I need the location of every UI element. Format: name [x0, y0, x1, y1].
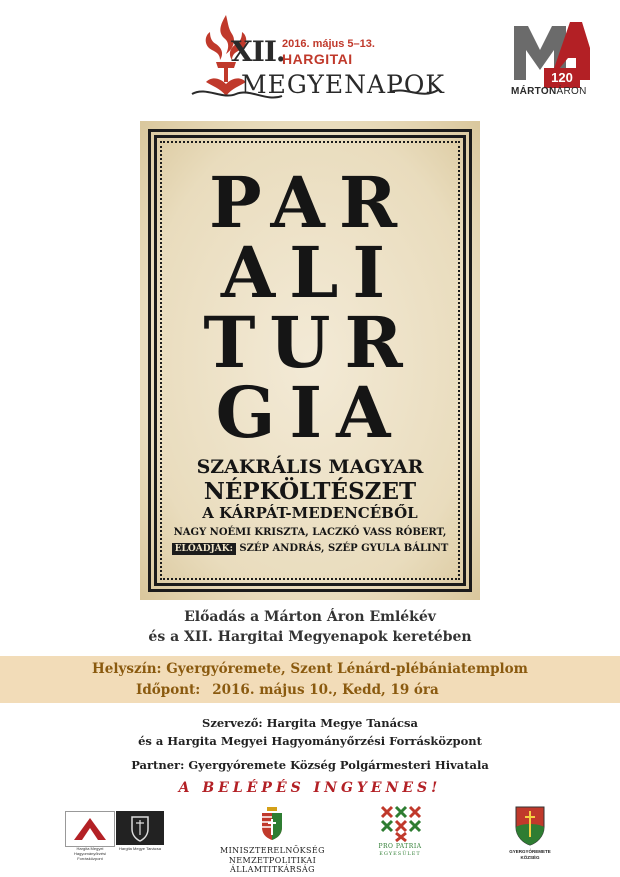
pro-patria-logo-icon [376, 803, 424, 843]
marton-aron-label [511, 86, 587, 97]
event-time [136, 682, 439, 698]
ministry-line-2: NEMZETPOLITIKAI ÁLLAMTITKÁRSÁG [228, 856, 317, 874]
poster-performers-1: NAGY NOÉMI KRISZTA, LACZKÓ VASS RÓBERT, [173, 527, 447, 538]
pro-patria-line-1: PRO PATRIA [378, 843, 422, 850]
hagyomanyorzesi-logo-icon [65, 811, 115, 847]
poster-subtitle-1: SZAKRÁLIS MAGYAR [196, 456, 424, 478]
poster-performers-row [170, 543, 450, 554]
festival-name-top: HARGITAI [282, 51, 353, 67]
poster-subtitle-2: NÉPKÖLTÉSZET [203, 478, 417, 505]
marton-anniversary-badge: 120 [544, 68, 580, 88]
poster-title-line-4: GIA [215, 371, 405, 454]
poster-subtitle-3: A KÁRPÁT-MEDENCÉBŐL [202, 504, 418, 522]
hargita-council-logo-icon [116, 811, 164, 845]
poster-title-line-2: ALI [220, 231, 400, 314]
free-entry-notice: A BELÉPÉS INGYENES! [178, 780, 442, 796]
performers-tag: ELŐADJÁK: [172, 543, 236, 555]
marton-label-b: ÁRON [556, 86, 587, 97]
ministry-line-1: MINISZTERELNÖKSÉG [220, 846, 325, 855]
hungarian-coat-of-arms-icon [259, 805, 285, 841]
poster-title-line-3: TUR [203, 301, 417, 384]
partner-line: Partner: Gyergyóremete Község Polgármesteri Hivatala [131, 758, 489, 772]
gyergyoremete-line-2: KÖZSÉG [520, 855, 540, 860]
gyergyoremete-line-1: GYERGYÓREMETE [509, 849, 551, 854]
intro-line-1: Előadás a Márton Áron Emlékév [184, 609, 436, 625]
organizer-line-1: Szervező: Hargita Megye Tanácsa [202, 716, 418, 730]
sponsor-1-label: Hargita Megyei Hagyományőrzési Forrásközpont [73, 846, 106, 861]
pro-patria-line-2: EGYESÜLET [379, 851, 421, 857]
poster-performers-2: SZÉP ANDRÁS, SZÉP GYULA BÁLINT [239, 543, 449, 554]
event-location: Helyszín: Gyergyóremete, Szent Lénárd-plébániatemplom [92, 661, 528, 677]
festival-edition: XII. [231, 35, 285, 68]
sponsor-2-label: Hargita Megye Tanácsa [119, 846, 161, 851]
intro-line-2: és a XII. Hargitai Megyenapok keretében [148, 629, 472, 645]
event-time-label: Időpont: [136, 682, 201, 698]
festival-name-bottom: MEGYENAPOK [241, 70, 446, 99]
poster-title-line-1: PAR [208, 161, 412, 244]
gyergyoremete-coat-of-arms-icon [512, 803, 548, 847]
event-time-value: 2016. május 10., Kedd, 19 óra [212, 682, 439, 698]
festival-date: 2016. május 5–13. [282, 38, 375, 50]
organizer-line-2: és a Hargita Megyei Hagyományőrzési Forrásközpont [138, 734, 482, 748]
marton-label-a: MÁRTON [511, 86, 557, 97]
